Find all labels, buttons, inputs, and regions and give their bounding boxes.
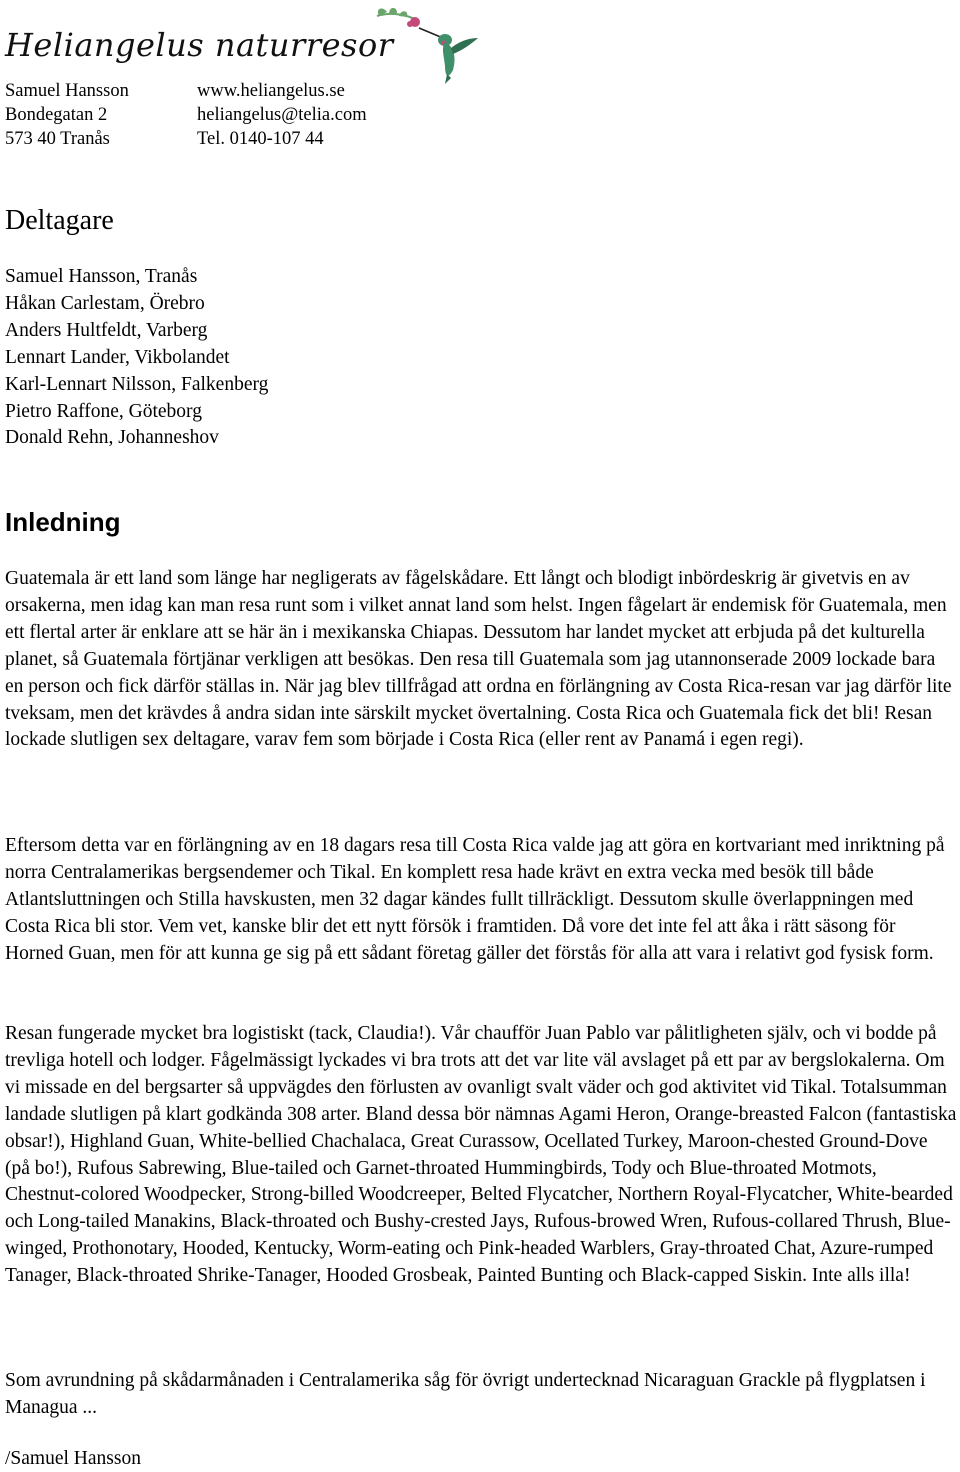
participant-item: Pietro Raffone, Göteborg bbox=[5, 400, 202, 422]
contact-info bbox=[5, 79, 367, 151]
contact-row bbox=[5, 127, 367, 151]
participant-item: Håkan Carlestam, Örebro bbox=[5, 292, 205, 314]
contact-row bbox=[5, 79, 367, 103]
participants-heading: Deltagare bbox=[5, 205, 114, 236]
signature: /Samuel Hansson bbox=[5, 1448, 141, 1469]
contact-city: 573 40 Tranås bbox=[5, 129, 110, 149]
contact-email[interactable]: heliangelus@telia.com bbox=[197, 105, 367, 125]
participant-item: Karl-Lennart Nilsson, Falkenberg bbox=[5, 373, 269, 395]
participants-list bbox=[5, 264, 268, 452]
contact-website[interactable]: www.heliangelus.se bbox=[197, 81, 345, 101]
intro-paragraph-2: Eftersom detta var en förlängning av en 18 dagars resa till Costa Rica valde jag att göra en kortvariant med inriktning på norra Centralamerikas bergsendemer och Tikal. En komplett resa hade krävt en extra vecka med besök till både Atlantsluttningen och Stilla havskusten, men 32 dagar kändes fullt tillräckligt. Dessutom skulle överlappningen med Costa Rica bli stor. Vem vet, kanske blir det ett nytt försök i framtiden. Då vore det inte fel att åka i rätt säsong för Horned Guan, men för att kunna ge sig på ett sådant företag gäller det förstås för alla att vara i relativt god fysisk form. bbox=[5, 835, 945, 964]
hummingbird-logo-icon bbox=[365, 4, 480, 84]
participant-item: Samuel Hansson, Tranås bbox=[5, 266, 198, 287]
contact-name: Samuel Hansson bbox=[5, 81, 129, 101]
intro-paragraph-3: Resan fungerade mycket bra logistiskt (tack, Claudia!). Vår chaufför Juan Pablo var pålitligheten själv, och vi bodde på trevliga hotell och lodger. Fågelmässigt lyckades vi bra trots att det var lite väl avslaget på ett par av bergslokalerna. Om vi missade en del bergsarter så uppvägdes den förlusten av ovanligt svalt väder och god aktivitet vid Tikal. Totalsumman landade slutligen på klart godkända 308 arter. Bland dessa bör nämnas Agami Heron, Orange-breasted Falcon (fantastiska obsar!), Highland Guan, White-bellied Chachalaca, Great Curassow, Ocellated Turkey, Maroon-chested Ground-Dove (på bo!), Rufous Sabrewing, Blue-tailed och Garnet-throated Hummingbirds, Tody och Blue-throated Motmots, Chestnut-colored Woodpecker, Strong-billed Woodcreeper, Belted Flycatcher, Northern Royal-Flycatcher, White-bearded och Long-tailed Manakins, Black-throated och Bushy-crested Jays, Rufous-browed Wren, Rufous-collared Thrush, Blue-winged, Prothonotary, Hooded, Kentucky, Worm-eating och Pink-headed Warblers, Gray-throated Chat, Azure-rumped Tanager, Black-throated Shrike-Tanager, Hooded Grosbeak, Painted Bunting och Black-capped Siskin. Inte alls illa! bbox=[5, 1023, 957, 1287]
participant-item: Lennart Lander, Vikbolandet bbox=[5, 346, 230, 368]
intro-heading: Inledning bbox=[5, 507, 121, 537]
contact-street: Bondegatan 2 bbox=[5, 105, 108, 125]
participant-item: Anders Hultfeldt, Varberg bbox=[5, 319, 208, 341]
contact-row bbox=[5, 103, 367, 127]
logo bbox=[5, 4, 485, 84]
intro-paragraph-4: Som avrundning på skådarmånaden i Centralamerika såg för övrigt undertecknad Nicaraguan Grackle på flygplatsen i Managua ... bbox=[5, 1370, 926, 1418]
logo-text: Heliangelus naturresor bbox=[5, 26, 394, 64]
participant-item: Donald Rehn, Johanneshov bbox=[5, 427, 219, 449]
contact-phone: Tel. 0140-107 44 bbox=[197, 129, 324, 149]
intro-paragraph-1: Guatemala är ett land som länge har negligerats av fågelskådare. Ett långt och blodigt inbördeskrig är givetvis en av orsakerna, men idag kan man resa runt som i vilket annat land som helst. Ingen fågelart är endemisk för Guatemala, men ett flertal arter är enklare att se här än i mexikanska Chiapas. Dessutom har landet mycket att erbjuda på det kulturella planet, så Guatemala förtjänar verkligen att besökas. Den resa till Guatemala som jag utannonserade 2009 lockade bara en person och fick därför ställas in. När jag blev tillfrågad att ordna en förlängning av Costa Rica-resan var jag därför lite tveksam, men det krävdes å andra sidan inte särskilt mycket övertalning. Costa Rica och Guatemala fick det bli! Resan lockade slutligen sex deltagare, varav fem som började i Costa Rica (eller rent av Panamá i egen regi). bbox=[5, 568, 952, 751]
